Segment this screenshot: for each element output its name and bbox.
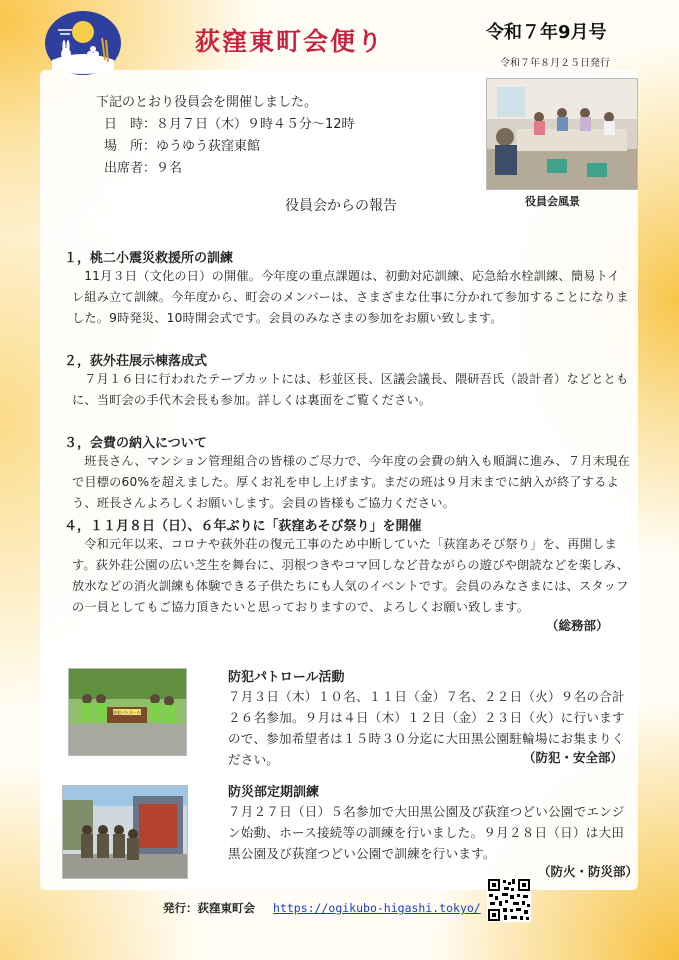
patrol-photo (68, 668, 187, 756)
section-2-heading: ２，荻外荘展示棟落成式 (64, 354, 208, 369)
issue-date: 令和７年８月２５日発行 (500, 58, 610, 69)
drill-dept: （防火・防災部） (538, 864, 639, 879)
footer (163, 900, 481, 916)
drill-heading: 防災部定期訓練 (228, 785, 320, 800)
section-4-dept: （総務部） (546, 618, 609, 633)
drill-photo (62, 785, 188, 879)
newsletter-title: 荻窪東町会便り (195, 27, 385, 56)
section-3-body: 班長さん、マンション管理組合の皆様のご尽力で、今年度の会費の納入も順調に進み、７月末現在で目標の60%を超えました。厚くお礼を申し上げます。まだの班は９月末までに納入が終了するよう、班長さんよろしくお願いします。会員の皆様もご協力ください。 (72, 454, 630, 510)
patrol-heading: 防犯パトロール活動 (228, 670, 345, 685)
meeting-place: 場 所：ゆうゆう荻窪東館 (104, 139, 261, 154)
report-title: 役員会からの報告 (285, 198, 397, 214)
section-2-body: ７月１６日に行われたテープカットには、杉並区長、区議会議長、隈研吾氏（設計者）などとともに、当町会の手代木会長も参加。詳しくは裏面をご覧ください。 (72, 372, 629, 407)
patrol-body: ７月３日（木）１０名、１１日（金）７名、２２日（火）９名の合計２６名参加。９月は４日（木）１２日（金）２３日（火）に行いますので、参加希望者は１５時３０分迄に大田黒公園駐輪場にお集まりください。 (228, 689, 625, 767)
town-logo-icon (44, 10, 122, 76)
patrol-banner: 防犯パトロール (113, 710, 141, 715)
publisher-label: 発行：荻窪東町会 (163, 901, 255, 915)
section-4-body: 令和元年以来、コロナや荻外荘の復元工事のため中断していた「荻窪あそび祭り」を、再開します。荻外荘公園の広い芝生を舞台に、羽根つきやコマ回しなど昔ながらの遊びや朗読などを楽しみ、放水などの消火訓練も体験できる子供たちにも人気のイベントです。会員のみなさまには、スタッフの一員としてもご協力頂きたいと思っておりますので、よろしくお願い致します。 (72, 537, 630, 614)
meeting-info (96, 92, 355, 180)
section-1-body: 11月３日（文化の日）の開催。今年度の重点課題は、初動対応訓練、応急給水栓訓練、簡易トイレ組み立て訓練。今年度から、町会のメンバーは、さまざまな仕事に分かれて参加することになりました。9時発災、10時開会式です。会員のみなさまの参加をお願い致します。 (72, 269, 629, 325)
section-1-heading: １，桃二小震災救援所の訓練 (64, 251, 234, 266)
meeting-photo (486, 78, 638, 190)
meeting-photo-caption: 役員会風景 (525, 195, 580, 208)
section-3-heading: ３，会費の納入について (64, 436, 207, 451)
meeting-attendees: 出席者：９名 (104, 161, 183, 176)
patrol-dept: （防犯・安全部） (523, 750, 624, 765)
section-4-heading: ４，１１月８日（日）、６年ぶりに「荻窪あそび祭り」を開催 (64, 519, 422, 534)
qr-code-icon[interactable] (487, 878, 531, 922)
meeting-intro: 下記のとおり役員会を開催しました。 (96, 95, 318, 110)
website-link[interactable]: https://ogikubo-higashi.tokyo/ (273, 901, 481, 915)
meeting-date: 日 時：８月７日（木）９時４５分～12時 (104, 117, 355, 132)
issue-label: 令和７年9月号 (486, 22, 607, 43)
drill-body: ７月２７日（日）５名参加で大田黒公園及び荻窪つどい公園でエンジン始動、ホース接続等の訓練を行いました。９月２８日（日）は大田黒公園及び荻窪つどい公園で訓練を行います。 (228, 804, 625, 861)
